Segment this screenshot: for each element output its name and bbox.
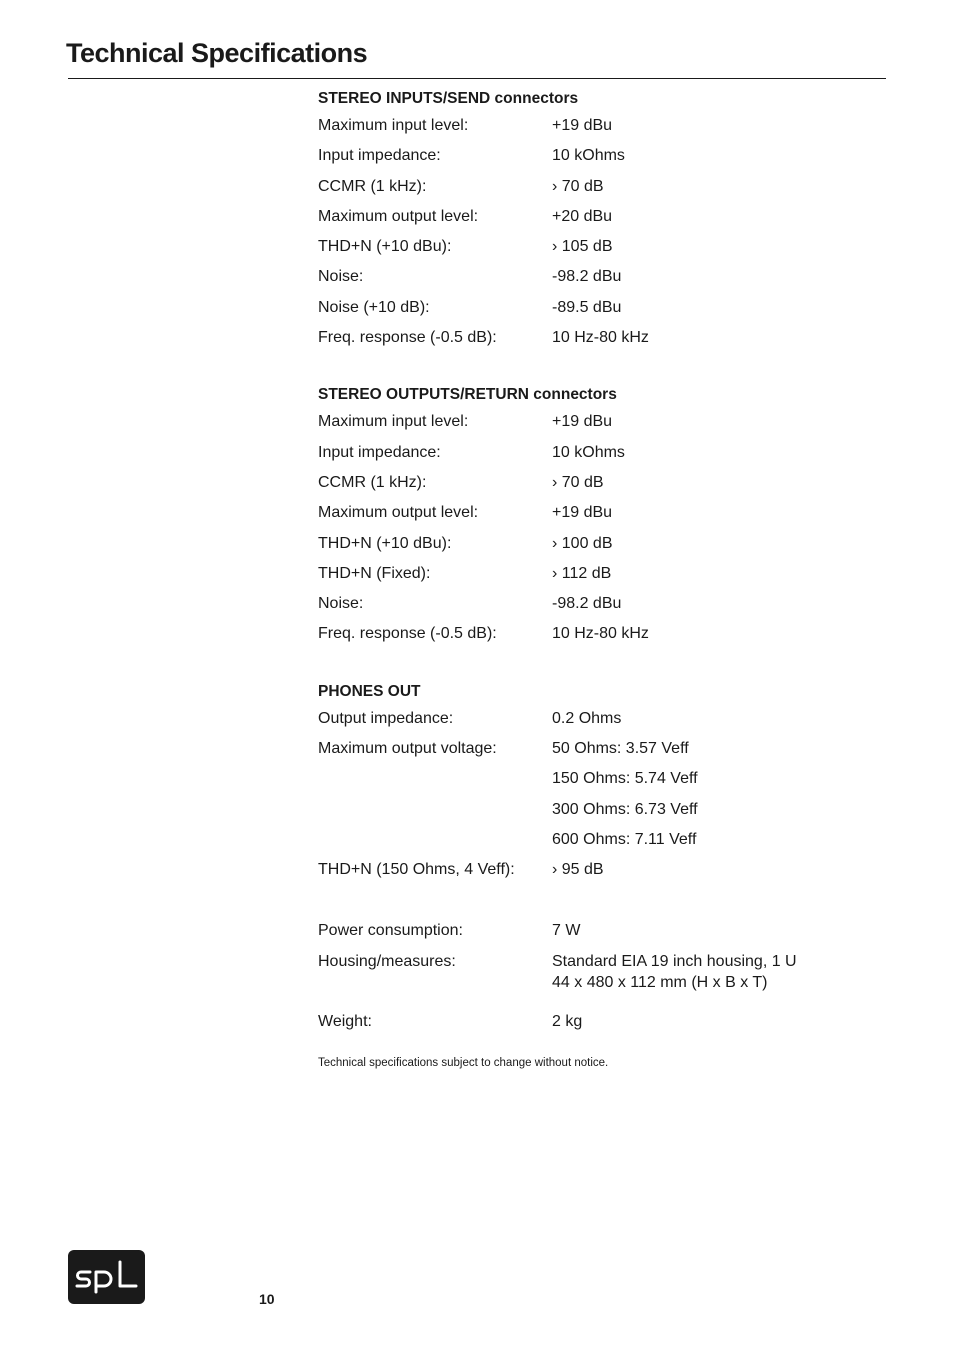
- section-gap: [318, 886, 878, 916]
- spec-row: [318, 946, 878, 1007]
- spec-label: Maximum output voltage:: [318, 740, 497, 758]
- spec-row: [318, 111, 878, 141]
- spec-value: 10 kOhms: [552, 147, 625, 165]
- page-number: 10: [259, 1291, 275, 1307]
- spec-label: Maximum output level:: [318, 504, 479, 522]
- spec-label: THD+N (+10 dBu):: [318, 238, 452, 256]
- spec-value: 10 kOhms: [552, 443, 625, 461]
- spec-label-empty: [318, 764, 552, 794]
- spec-value: › 95 dB: [552, 861, 604, 879]
- spec-row: [318, 438, 878, 468]
- outputs-spec-list: [318, 407, 878, 649]
- spec-row: [318, 916, 878, 946]
- spec-value: › 112 dB: [552, 564, 612, 582]
- spec-row: [318, 704, 878, 734]
- spec-value: › 70 dB: [552, 177, 604, 195]
- spec-row: [318, 734, 878, 764]
- spec-label: Noise (+10 dB):: [318, 298, 430, 316]
- section-heading-outputs: STEREO OUTPUTS/RETURN connectors: [318, 386, 617, 404]
- spec-value: › 70 dB: [552, 473, 604, 491]
- spec-label: THD+N (150 Ohms, 4 Veff):: [318, 861, 515, 879]
- spec-label: Weight:: [318, 1012, 372, 1030]
- spec-label: Housing/measures:: [318, 952, 456, 970]
- spec-row: [318, 293, 878, 323]
- spec-row: [318, 529, 878, 559]
- section-gap: [318, 650, 878, 680]
- spec-row: [318, 855, 878, 885]
- spec-label-empty: [318, 825, 552, 855]
- spec-value: +20 dBu: [552, 207, 613, 225]
- spec-value: › 105 dB: [552, 238, 613, 256]
- spec-label: Input impedance:: [318, 147, 441, 165]
- spec-row: [318, 202, 878, 232]
- spec-row: [318, 559, 878, 589]
- phones-spec-list: [318, 704, 878, 886]
- spec-value: -98.2 dBu: [552, 268, 622, 286]
- spec-row: [318, 825, 878, 855]
- page-title: Technical Specifications: [66, 38, 368, 68]
- spec-label: Noise:: [318, 268, 364, 286]
- spec-label: Maximum input level:: [318, 413, 469, 431]
- spec-value: 300 Ohms: 6.73 Veff: [552, 800, 698, 818]
- spec-value: 10 Hz-80 kHz: [552, 625, 649, 643]
- spec-row: [318, 232, 878, 262]
- inputs-spec-list: [318, 111, 878, 353]
- spec-label: Freq. response (-0.5 dB):: [318, 329, 497, 347]
- general-spec-list: [318, 916, 878, 1038]
- spec-label: Freq. response (-0.5 dB):: [318, 625, 497, 643]
- spec-row: [318, 262, 878, 292]
- spec-value: 2 kg: [552, 1012, 583, 1030]
- spec-value: +19 dBu: [552, 413, 613, 431]
- spec-value: 0.2 Ohms: [552, 709, 622, 727]
- spec-row: [318, 795, 878, 825]
- spec-value: 50 Ohms: 3.57 Veff: [552, 740, 689, 758]
- spec-row: [318, 589, 878, 619]
- spec-value: 150 Ohms: 5.74 Veff: [552, 770, 698, 788]
- spec-label: Maximum input level:: [318, 117, 469, 134]
- spec-row: [318, 468, 878, 498]
- spec-value: 44 x 480 x 112 mm (H x B x T): [552, 973, 768, 991]
- spec-row: [318, 1007, 878, 1037]
- spl-logo-mark: [68, 1250, 145, 1304]
- spec-value: +19 dBu: [552, 117, 613, 134]
- spec-row: [318, 172, 878, 202]
- spec-label: Input impedance:: [318, 443, 441, 461]
- title-divider: [68, 78, 886, 79]
- spec-value: 600 Ohms: 7.11 Veff: [552, 830, 697, 848]
- section-gap: [318, 353, 878, 383]
- spl-logo: [68, 1250, 145, 1304]
- spec-label: CCMR (1 kHz):: [318, 177, 427, 195]
- spec-label: Output impedance:: [318, 709, 454, 727]
- spec-value: › 100 dB: [552, 534, 613, 552]
- spec-value: 7 W: [552, 921, 581, 939]
- spec-value: 10 Hz-80 kHz: [552, 329, 649, 347]
- spec-value-multiline: [552, 951, 878, 1007]
- spec-content: [318, 87, 878, 1069]
- spec-value: Standard EIA 19 inch housing, 1 U: [552, 952, 797, 970]
- spec-label: Power consumption:: [318, 921, 463, 939]
- spec-label: Maximum output level:: [318, 207, 479, 225]
- spec-value: +19 dBu: [552, 504, 613, 522]
- section-heading-inputs: STEREO INPUTS/SEND connectors: [318, 90, 579, 107]
- spec-row: [318, 498, 878, 528]
- spec-value: -98.2 dBu: [552, 595, 622, 613]
- spec-row: [318, 323, 878, 353]
- spec-row: [318, 764, 878, 794]
- spec-row: [318, 141, 878, 171]
- spec-row: [318, 407, 878, 437]
- spec-label: Noise:: [318, 595, 364, 613]
- spec-label-empty: [318, 795, 552, 825]
- spec-label: THD+N (Fixed):: [318, 564, 431, 582]
- spec-value: -89.5 dBu: [552, 298, 622, 316]
- section-heading-phones: PHONES OUT: [318, 682, 421, 700]
- spec-label: CCMR (1 kHz):: [318, 473, 427, 491]
- spec-row: [318, 619, 878, 649]
- spec-label: THD+N (+10 dBu):: [318, 534, 452, 552]
- disclaimer-note: Technical specifications subject to change without notice.: [318, 1057, 609, 1070]
